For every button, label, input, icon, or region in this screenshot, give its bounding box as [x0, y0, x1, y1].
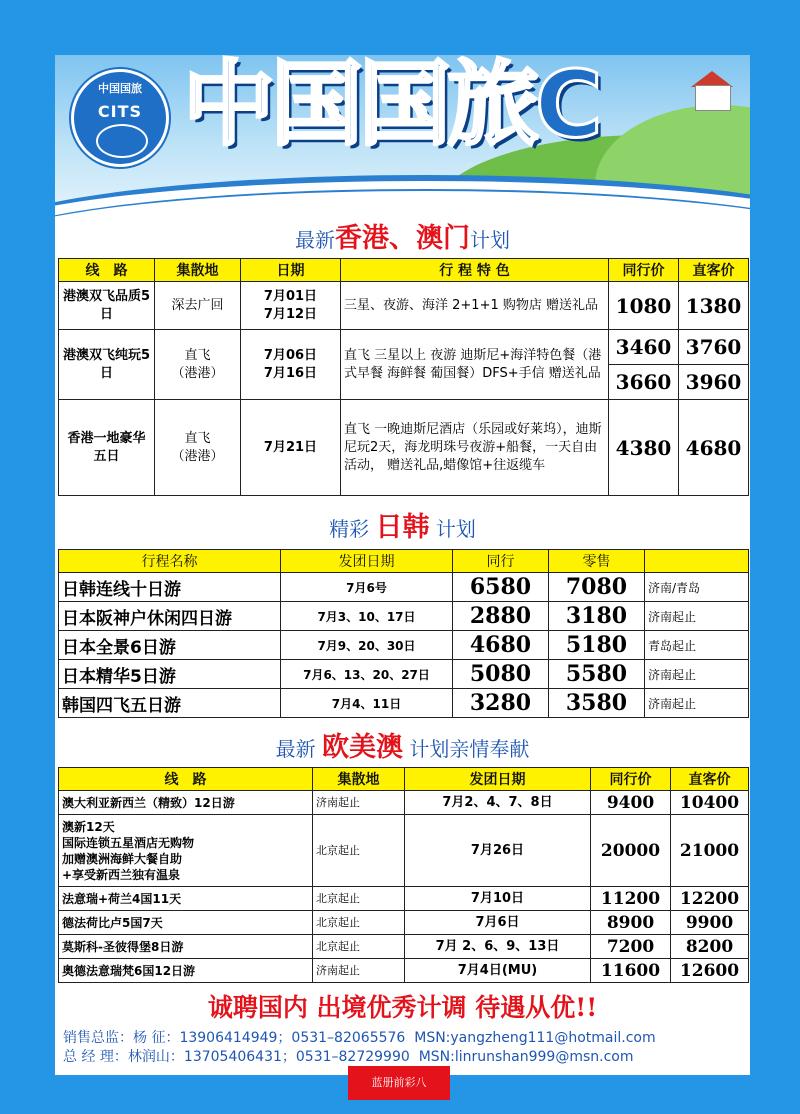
- header-cell: 集散地: [313, 768, 405, 791]
- retail-price-cell: 9900: [671, 911, 749, 935]
- section-suffix: 计划亲情奉献: [409, 737, 530, 761]
- retail-price-cell: 21000: [671, 815, 749, 887]
- date-cell: 7月 2、6、9、13日: [405, 935, 591, 959]
- peer-price-cell: 11200: [591, 887, 671, 911]
- peer-price-cell: 7200: [591, 935, 671, 959]
- note-cell: 济南/青岛: [645, 573, 749, 602]
- retail-price-cell: 5580: [549, 660, 645, 689]
- section-suffix: 计划: [470, 228, 510, 252]
- contact-line: [63, 1027, 750, 1047]
- table-row: [59, 689, 749, 718]
- retail-price-cell: 4680: [679, 400, 749, 496]
- hk-macau-table: [58, 258, 749, 496]
- note-cell: 济南起止: [645, 602, 749, 631]
- feature-cell: 三星、夜游、海洋 2+1+1 购物店 赠送礼品: [341, 282, 609, 330]
- europe-america-australia-table: [58, 767, 749, 983]
- date-cell: 7月6日: [405, 911, 591, 935]
- feature-cell: 直飞 一晚迪斯尼酒店（乐园或好莱坞），迪斯尼玩2天，海龙明珠号夜游+船餐，一天自由活动， 赠送礼品,蜡像馆+往返缆车: [341, 400, 609, 496]
- date-cell: 7月6号: [281, 573, 453, 602]
- note-cell: 青岛起止: [645, 631, 749, 660]
- table-header-row: [59, 550, 749, 573]
- table-row: [59, 911, 749, 935]
- header-cell: 行 程 特 色: [341, 259, 609, 282]
- table-row: [59, 815, 749, 887]
- table-header-row: [59, 259, 749, 282]
- section-prefix: 精彩: [329, 517, 370, 541]
- table-row: [59, 660, 749, 689]
- date-cell: 7月2、4、7、8日: [405, 791, 591, 815]
- route-cell: 港澳双飞纯玩5日: [59, 330, 155, 400]
- japan-korea-table: [58, 549, 749, 718]
- retail-price-cell: 8200: [671, 935, 749, 959]
- feature-cell: 直飞 三星以上 夜游 迪斯尼+海洋特色餐（港式早餐 海鲜餐 葡国餐）DFS+手信 赠送礼品: [341, 330, 609, 400]
- peer-price-cell: 11600: [591, 959, 671, 983]
- route-cell: 香港一地豪华五日: [59, 400, 155, 496]
- gather-cell: 济南起止: [313, 791, 405, 815]
- retail-price-cell: 7080: [549, 573, 645, 602]
- name-cell: 日本阪神户休闲四日游: [59, 602, 281, 631]
- header-cell: [645, 550, 749, 573]
- route-cell: 港澳双飞品质5日: [59, 282, 155, 330]
- table-header-row: [59, 768, 749, 791]
- gather-cell: 直飞 （港港）: [155, 330, 241, 400]
- name-cell: 韩国四飞五日游: [59, 689, 281, 718]
- retail-price-cell: 5180: [549, 631, 645, 660]
- route-cell: 澳新12天 国际连锁五星酒店无购物 加赠澳洲海鲜大餐自助 +享受新西兰独有温泉: [59, 815, 313, 887]
- section-highlight: 日韩: [375, 512, 430, 543]
- header-cell: 行程名称: [59, 550, 281, 573]
- logo-text-top: 中国国旅: [98, 82, 142, 95]
- header-cell: 同行: [453, 550, 549, 573]
- route-cell: 奥德法意瑞梵6国12日游: [59, 959, 313, 983]
- header-cell: 同行价: [591, 768, 671, 791]
- gather-cell: 北京起止: [313, 815, 405, 887]
- section-suffix: 计划: [435, 517, 476, 541]
- section-title-eu: [55, 732, 750, 763]
- retail-price-cell: 12200: [671, 887, 749, 911]
- retail-price-cell: 3580: [549, 689, 645, 718]
- header-cell: 日期: [241, 259, 341, 282]
- section-highlight: 香港、澳门: [335, 223, 470, 254]
- retail-price-cell: 12600: [671, 959, 749, 983]
- house-graphic: [695, 85, 731, 111]
- retail-price-cell: 3960: [679, 365, 749, 400]
- table-row: [59, 400, 749, 496]
- contact-role: 销售总监：杨 征：: [63, 1030, 180, 1046]
- page-tag: 蓝册前彩八: [348, 1066, 450, 1100]
- header-cell: 线 路: [59, 259, 155, 282]
- peer-price-cell: 8900: [591, 911, 671, 935]
- header-cell: 直客价: [679, 259, 749, 282]
- contact-phone: 13705406431；0531–82729990: [183, 1049, 410, 1065]
- table-row: [59, 282, 749, 330]
- header-cell: 线 路: [59, 768, 313, 791]
- contact-msn: MSN:yangzheng111@hotmail.com: [414, 1030, 656, 1046]
- peer-price-cell: 3280: [453, 689, 549, 718]
- peer-price-cell: 3660: [609, 365, 679, 400]
- peer-price-cell: 4380: [609, 400, 679, 496]
- date-cell: 7月4日(MU): [405, 959, 591, 983]
- route-cell: 莫斯科-圣彼得堡8日游: [59, 935, 313, 959]
- gather-cell: 北京起止: [313, 887, 405, 911]
- gather-cell: 北京起止: [313, 935, 405, 959]
- route-cell: 澳大利亚新西兰（精致）12日游: [59, 791, 313, 815]
- peer-price-cell: 4680: [453, 631, 549, 660]
- section-prefix: 最新: [295, 228, 335, 252]
- section-highlight: 欧美澳: [322, 732, 403, 763]
- date-cell: 7月4、11日: [281, 689, 453, 718]
- table-row: [59, 887, 749, 911]
- header-cell: 同行价: [609, 259, 679, 282]
- contact-msn: MSN:linrunshan999@msn.com: [418, 1049, 634, 1065]
- date-cell: 7月01日 7月12日: [241, 282, 341, 330]
- contact-role: 总 经 理：林润山：: [63, 1049, 184, 1065]
- globe-icon: [96, 124, 148, 158]
- date-cell: 7月6、13、20、27日: [281, 660, 453, 689]
- date-cell: 7月26日: [405, 815, 591, 887]
- peer-price-cell: 3460: [609, 330, 679, 365]
- note-cell: 济南起止: [645, 689, 749, 718]
- name-cell: 日本精华5日游: [59, 660, 281, 689]
- contact-line: [63, 1046, 750, 1066]
- retail-price-cell: 10400: [671, 791, 749, 815]
- retail-price-cell: 1380: [679, 282, 749, 330]
- header-cell: 集散地: [155, 259, 241, 282]
- date-cell: 7月10日: [405, 887, 591, 911]
- peer-price-cell: 1080: [609, 282, 679, 330]
- section-title-jk: [55, 512, 750, 543]
- retail-price-cell: 3760: [679, 330, 749, 365]
- header-cell: 发团日期: [405, 768, 591, 791]
- date-cell: 7月21日: [241, 400, 341, 496]
- brand-title: 中国国旅C: [183, 55, 599, 158]
- table-row: [59, 631, 749, 660]
- section-title-hk: [55, 223, 750, 254]
- header-cell: 直客价: [671, 768, 749, 791]
- header-cell: 发团日期: [281, 550, 453, 573]
- gather-cell: 济南起止: [313, 959, 405, 983]
- name-cell: 日本全景6日游: [59, 631, 281, 660]
- note-cell: 济南起止: [645, 660, 749, 689]
- table-row: [59, 935, 749, 959]
- recruitment-banner: 诚聘国内 出境优秀计调 待遇从优!!: [207, 993, 598, 1022]
- peer-price-cell: 5080: [453, 660, 549, 689]
- date-cell: 7月3、10、17日: [281, 602, 453, 631]
- table-row: [59, 791, 749, 815]
- table-row: [59, 330, 749, 365]
- logo-abbr: CITS: [97, 102, 143, 121]
- peer-price-cell: 9400: [591, 791, 671, 815]
- route-cell: 法意瑞+荷兰4国11天: [59, 887, 313, 911]
- table-row: [59, 959, 749, 983]
- cits-logo: [71, 69, 169, 167]
- peer-price-cell: 6580: [453, 573, 549, 602]
- peer-price-cell: 20000: [591, 815, 671, 887]
- name-cell: 日韩连线十日游: [59, 573, 281, 602]
- gather-cell: 北京起止: [313, 911, 405, 935]
- table-row: [59, 602, 749, 631]
- gather-cell: 深去广回: [155, 282, 241, 330]
- section-prefix: 最新: [275, 737, 316, 761]
- contact-phone: 13906414949；0531–82065576: [179, 1030, 406, 1046]
- date-cell: 7月06日 7月16日: [241, 330, 341, 400]
- retail-price-cell: 3180: [549, 602, 645, 631]
- table-row: [59, 573, 749, 602]
- peer-price-cell: 2880: [453, 602, 549, 631]
- route-cell: 德法荷比卢5国7天: [59, 911, 313, 935]
- header-cell: 零售: [549, 550, 645, 573]
- gather-cell: 直飞 （港港）: [155, 400, 241, 496]
- header-banner: [55, 55, 750, 223]
- brochure-page: [55, 55, 750, 1075]
- date-cell: 7月9、20、30日: [281, 631, 453, 660]
